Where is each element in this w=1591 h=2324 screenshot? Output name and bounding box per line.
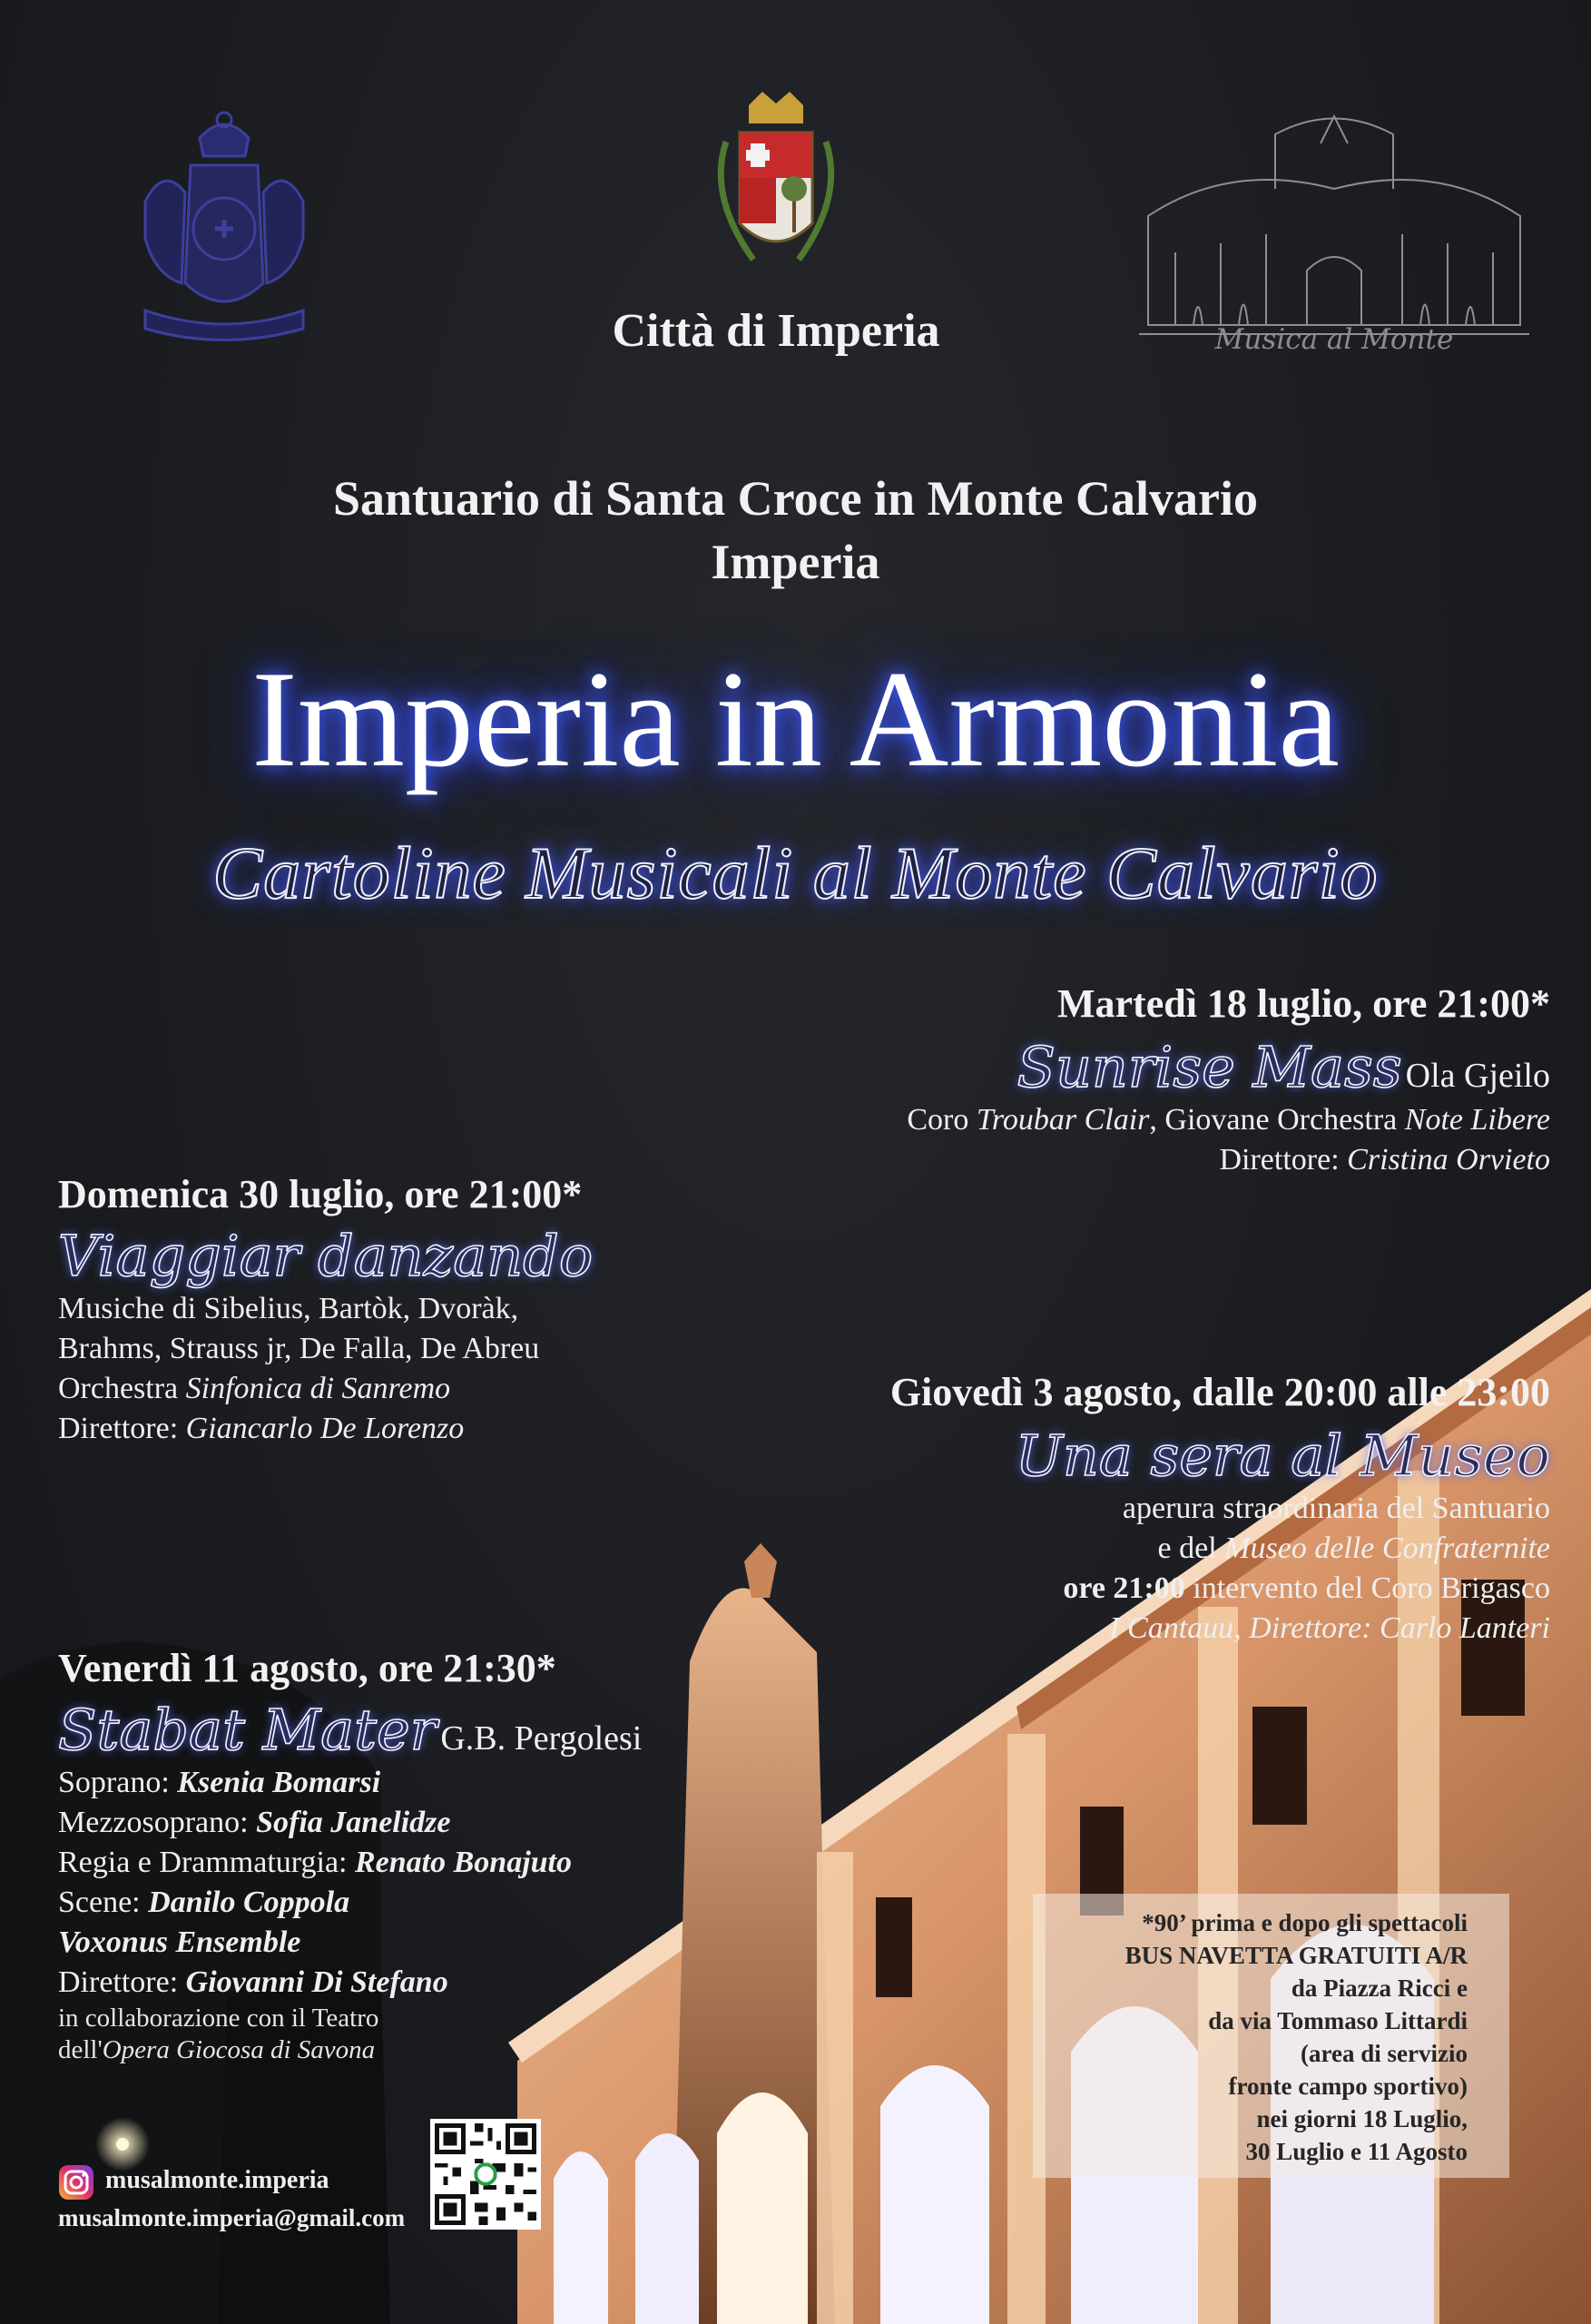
- event-una-sera-al-museo: [643, 1369, 1550, 1649]
- confraternity-crest-logo: [127, 102, 321, 349]
- notice-line: (area di servizio: [1301, 2040, 1468, 2067]
- event-stabat-mater: [58, 1645, 712, 2066]
- event-performers: Coro Troubar Clair, Giovane Orchestra Note Libere: [907, 1103, 1550, 1137]
- notice-line: nei giorni 18 Luglio,: [1256, 2105, 1468, 2132]
- notice-line: fronte campo sportivo): [1228, 2073, 1468, 2100]
- event-collaboration: in collaborazione con il Teatro: [58, 2004, 379, 2033]
- qr-code[interactable]: [430, 2119, 541, 2230]
- festival-subtitle: Cartoline Musicali al Monte Calvario: [212, 832, 1379, 914]
- event-title: Stabat Mater: [58, 1697, 437, 1763]
- event-title-row: [58, 1223, 784, 1289]
- instagram-icon[interactable]: [58, 2164, 94, 2201]
- event-title-row: [552, 1034, 1550, 1100]
- event-description-line: ore 21:00 intervento del Coro Brigasco: [1063, 1571, 1550, 1605]
- venue-name: Santuario di Santa Croce in Monte Calvario: [332, 471, 1258, 526]
- event-title-row: [643, 1423, 1550, 1489]
- event-program-line: Brahms, Strauss jr, De Falla, De Abreu: [58, 1332, 540, 1365]
- event-director: Direttore: Giancarlo De Lorenzo: [58, 1412, 465, 1445]
- director-name: Giancarlo De Lorenzo: [185, 1412, 465, 1445]
- festival-title: Imperia in Armonia: [251, 643, 1340, 795]
- choir-name: Troubar Clair: [976, 1103, 1150, 1137]
- event-collaboration: dell'Opera Giocosa di Savona: [58, 2035, 376, 2064]
- shuttle-bus-notice: [1033, 1894, 1509, 2178]
- event-ensemble: Voxonus Ensemble: [58, 1925, 301, 1959]
- orchestra-name: Sinfonica di Sanremo: [185, 1372, 451, 1405]
- event-date: Martedì 18 luglio, ore 21:00*: [1057, 981, 1550, 1026]
- museum-name: Museo delle Confraternite: [1224, 1531, 1550, 1565]
- event-title: Viaggiar danzando: [58, 1223, 594, 1289]
- city-coat-of-arms-logo: [699, 87, 853, 287]
- event-sunrise-mass: [552, 980, 1550, 1180]
- notice-line: 30 Luglio e 11 Agosto: [1245, 2138, 1468, 2165]
- city-name: Città di Imperia: [612, 305, 940, 357]
- event-composer: G.B. Pergolesi: [440, 1719, 643, 1758]
- event-director: Direttore: Giovanni Di Stefano: [58, 1965, 448, 1999]
- event-title: Sunrise Mass: [1016, 1034, 1402, 1100]
- instagram-handle[interactable]: musalmonte.imperia: [105, 2166, 329, 2194]
- event-scene: Scene: Danilo Coppola: [58, 1886, 350, 1919]
- event-orchestra: Orchestra Sinfonica di Sanremo: [58, 1372, 451, 1405]
- notice-line: *90’ prima e dopo gli spettacoli: [1142, 1909, 1468, 1936]
- event-time: ore 21:00: [1063, 1571, 1185, 1605]
- event-description-line: e del Museo delle Confraternite: [1157, 1531, 1550, 1565]
- event-date: Venerdì 11 agosto, ore 21:30*: [58, 1646, 556, 1690]
- event-choir-line: I Cantauu, Direttore: Carlo Lanteri: [1109, 1611, 1550, 1645]
- event-director: Direttore: Cristina Orvieto: [1219, 1143, 1550, 1177]
- event-soprano: Soprano: Ksenia Bomarsi: [58, 1766, 381, 1799]
- event-date: Domenica 30 luglio, ore 21:00*: [58, 1172, 583, 1216]
- musica-al-monte-logo: [1139, 107, 1529, 370]
- event-title-row: [58, 1697, 712, 1763]
- event-regia: Regia e Drammaturgia: Renato Bonajuto: [58, 1846, 572, 1879]
- notice-line: BUS NAVETTA GRATUITI A/R: [1125, 1942, 1468, 1969]
- musica-al-monte-logo-text: Musica al Monte: [1214, 323, 1454, 356]
- event-program-line: Musiche di Sibelius, Bartòk, Dvoràk,: [58, 1292, 519, 1325]
- orchestra-name: Note Libere: [1404, 1103, 1550, 1137]
- event-mezzosoprano: Mezzosoprano: Sofia Janelidze: [58, 1806, 451, 1839]
- notice-line: da via Tommaso Littardi: [1208, 2007, 1468, 2034]
- event-composer: Ola Gjeilo: [1405, 1057, 1550, 1095]
- director-name: Cristina Orvieto: [1347, 1143, 1550, 1177]
- event-description-line: aperura straordinaria del Santuario: [1122, 1492, 1550, 1525]
- event-title: Una sera al Museo: [1015, 1423, 1550, 1489]
- notice-line: da Piazza Ricci e: [1291, 1974, 1468, 2002]
- venue-city: Imperia: [711, 535, 880, 589]
- email-address[interactable]: musalmonte.imperia@gmail.com: [58, 2204, 406, 2231]
- event-date: Giovedì 3 agosto, dalle 20:00 alle 23:00: [889, 1370, 1550, 1414]
